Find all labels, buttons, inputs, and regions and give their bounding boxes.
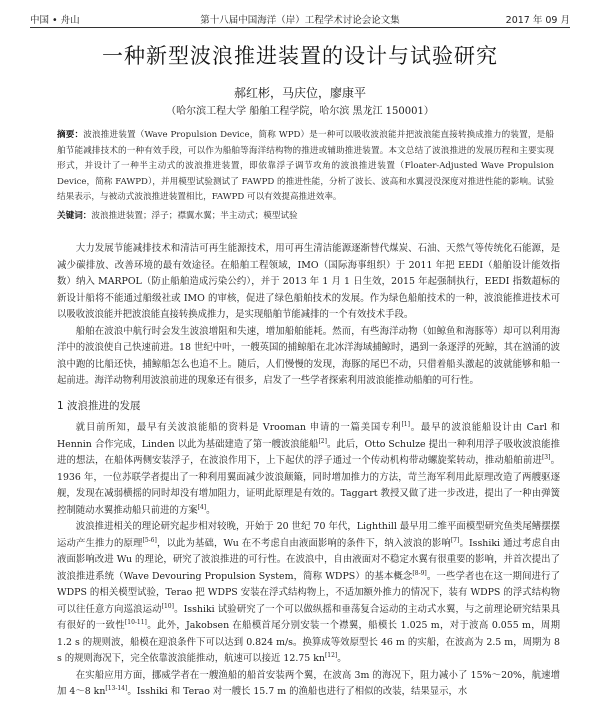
text-run: 。一些学者也在这一期间进行了 WDPS 的相关模型试验，Terao 把 WDPS 安装在浮式结构物上，不适加额外推力的情况下，装有 WDPS 的浮式结构物可以往任意方向巡浪运动 xyxy=(57,570,560,615)
header-date: 2017 年 09 月 xyxy=(505,15,570,26)
text-run: 。Isshiki 和 Terao 对一艘长 15.7 m 的渔船也进行了相似的改装，结果显示，水 xyxy=(127,686,468,697)
paragraph-history-1 xyxy=(57,420,560,519)
header-divider xyxy=(30,27,570,28)
text-run: 。 xyxy=(206,504,216,516)
citation[interactable]: [2] xyxy=(318,437,327,445)
running-header xyxy=(30,12,570,28)
text-run: 。1936 年，一位苏联学者提出了一种利用翼面减少波浪颠簸，同时增加推力的方法，苛兰海军利用此原理改造了两艘驱逐舰，发现在减弱横摇的同时却没有增加阻力，证明此原理是有效的。Taggart 教授又做了进一步改进，提出了一种由弹簧控制随动水翼推动船只前进的方案 xyxy=(57,455,560,516)
affiliation: （哈尔滨工程大学 船舶工程学院，哈尔滨 黑龙江 150001） xyxy=(166,106,434,117)
author-list: 郝红彬，马庆位，廖康平 xyxy=(233,86,366,100)
paragraph-intro-2: 船舶在波浪中航行时会发生波浪增阻和失速，增加船舶能耗。然而，有些海洋动物（如鲸鱼和海豚等）却可以利用海洋中的波浪使自己快速前进。18 世纪中叶，一艘英国的捕鲸船在北冰洋海域捕鲸时，遇到一条逐浮的死鲸，其在汹涌的波浪中跑的比船还快，捕鲸船怎么也追不上。随后，人们慢慢的发现，海豚的尾巴不动，只借着船头激起的波就能够和船一起前进。海洋动物利用波浪前进的现象还有很多，启发了一些学者探索利用波浪能推动船舶的可行性。 xyxy=(57,325,560,386)
section-heading-1: 1 波浪推进的发展 xyxy=(57,399,141,412)
text-run: 。Isshiki 试验研究了一个可以做纵摇和垂荡复合运动的主动式水翼，与之前理论研究结果具有很好的一致性 xyxy=(57,603,560,631)
header-proceedings: 第十八届中国海洋（岸）工程学术讨论会论文集 xyxy=(200,15,400,26)
text-run: 。 xyxy=(337,653,347,664)
text-run: 。此后，Otto Schulze 提出一种利用浮子吸收波浪能推进的想法，在船体两侧安装浮子，在波浪作用下，上下起伏的浮子通过一个传动机构带动螺旋桨转动，推动船舶前进 xyxy=(57,438,561,466)
text-run: 在实船应用方面，挪威学者在一艘渔船的船首安装两个翼，在波高 3m 的海况下，阻力减小了 15%～20%，航速增加 4～8 kn xyxy=(57,669,560,697)
text-run: 。Isshiki 通过考虑自由液面影响改进 Wu 的理论，研究了波浪推进的可行性。在波浪中，自由液面对不稳定水翼有很重要的影响，并首次提出了波浪推进系统（Wave Devouring Propulsion System，简称 WDPS）的基本概念 xyxy=(57,537,560,582)
abstract xyxy=(57,128,554,206)
citation[interactable]: [7] xyxy=(450,536,460,544)
text-run: 波浪推进相关的理论研究起步相对较晚，开始于 20 世纪 70 年代，Lighthill 最早用二维平面模型研究鱼类尾鳍摆摆运动产生推力的原理 xyxy=(57,521,560,549)
citation[interactable]: [5-6] xyxy=(142,536,157,544)
abstract-text: 波浪推进装置（Wave Propulsion Device，简称 WPD）是一种可以吸收波浪能并把波浪能直接转换成推力的装置，是船舶节能减排技术的一种有效手段，可以作为船舶等海洋结构物的推进或辅助推进装置。本文总结了波浪推进的发展历程和主要实现形式，并设计了一种半主动式的波浪推进装置，即依靠浮子调节攻角的波浪推进装置（Floater-Adjusted Wave Propulsion Device，简称 FAWPD），并用模型试验测试了 FAWPD 的推进性能，分析了波长、波高和水翼浸没深度对推进性能的影响。试验结果表示，与被动式波浪推进装置相比，FAWPD 可以有效提高推进效率。 xyxy=(57,130,554,202)
citation[interactable]: [3] xyxy=(541,453,551,461)
citation[interactable]: [8-9] xyxy=(412,569,427,577)
text-run: 。此外，Jakobsen 在船模首尾分别安装一个襟翼，船模长 1.025 m，对于波高 0.055 m，周期 1.2 s 的规则波，船模在迎浪条件下可以达到 0.824 m/s。换算成等效原型长 46 m 的实船，在波高为 2.5 m，周期为 8 s 的规则海况下，完全依靠波浪能推动，航速可以接近 12.75 kn xyxy=(57,620,560,664)
text-run: 就目前所知，最早有关波浪能船的资料是 Vrooman 申请的一篇美国专利 xyxy=(75,422,402,433)
body-text xyxy=(57,241,560,701)
text-run: ，以此为基础，Wu 在不考虑自由液面影响的条件下，纳入波浪的影响 xyxy=(156,537,451,549)
citation[interactable]: [10] xyxy=(161,602,174,610)
paragraph-intro-1: 大力发展节能减排技术和清洁可再生能源技术，用可再生清洁能源逐渐替代煤炭、石油、天然气等传统化石能源，是减少碳排放、改善环境的最有效途径。在船舶工程领域，IMO（国际海事组织）于 2011 年把 EEDI（船舶设计能效指数）纳入 MARPOL（防止船舶造成污染公约），并于 2013 年 1 月 1 日生效，2015 年起强制执行，EEDI 指数超标的新设计船将不能通过船级社或 IMO 的审核，促进了绿色船舶技术的发展。作为绿色船舶技术的一种，波浪能推进技术可以吸收波浪能并把波浪能直接转换成推力，是实现船舶节能减排的一个有效技术手段。 xyxy=(57,243,560,320)
citation[interactable]: [10-11] xyxy=(124,618,147,626)
paragraph-history-3 xyxy=(57,668,560,701)
paragraph-history-2 xyxy=(57,519,560,668)
citation[interactable]: [13-14] xyxy=(105,684,128,692)
keywords-label: 关键词： xyxy=(57,211,92,221)
citation[interactable]: [12] xyxy=(324,651,338,659)
text-run: 。最早的波浪能船设计由 Carl 和 Hennin 合作完成，Linden 以此为基础建造了第一艘波浪能船 xyxy=(57,422,560,450)
keywords xyxy=(57,209,554,221)
header-location: 中国 • 舟山 xyxy=(30,15,80,26)
citation[interactable]: [1] xyxy=(401,420,410,428)
keywords-text: 波浪推进装置；浮子；襟翼水翼；半主动式；模型试验 xyxy=(91,211,298,221)
paper-title: 一种新型波浪推进装置的设计与试验研究 xyxy=(102,44,498,68)
citation[interactable]: [4] xyxy=(197,503,207,511)
abstract-label: 摘要： xyxy=(57,130,84,140)
